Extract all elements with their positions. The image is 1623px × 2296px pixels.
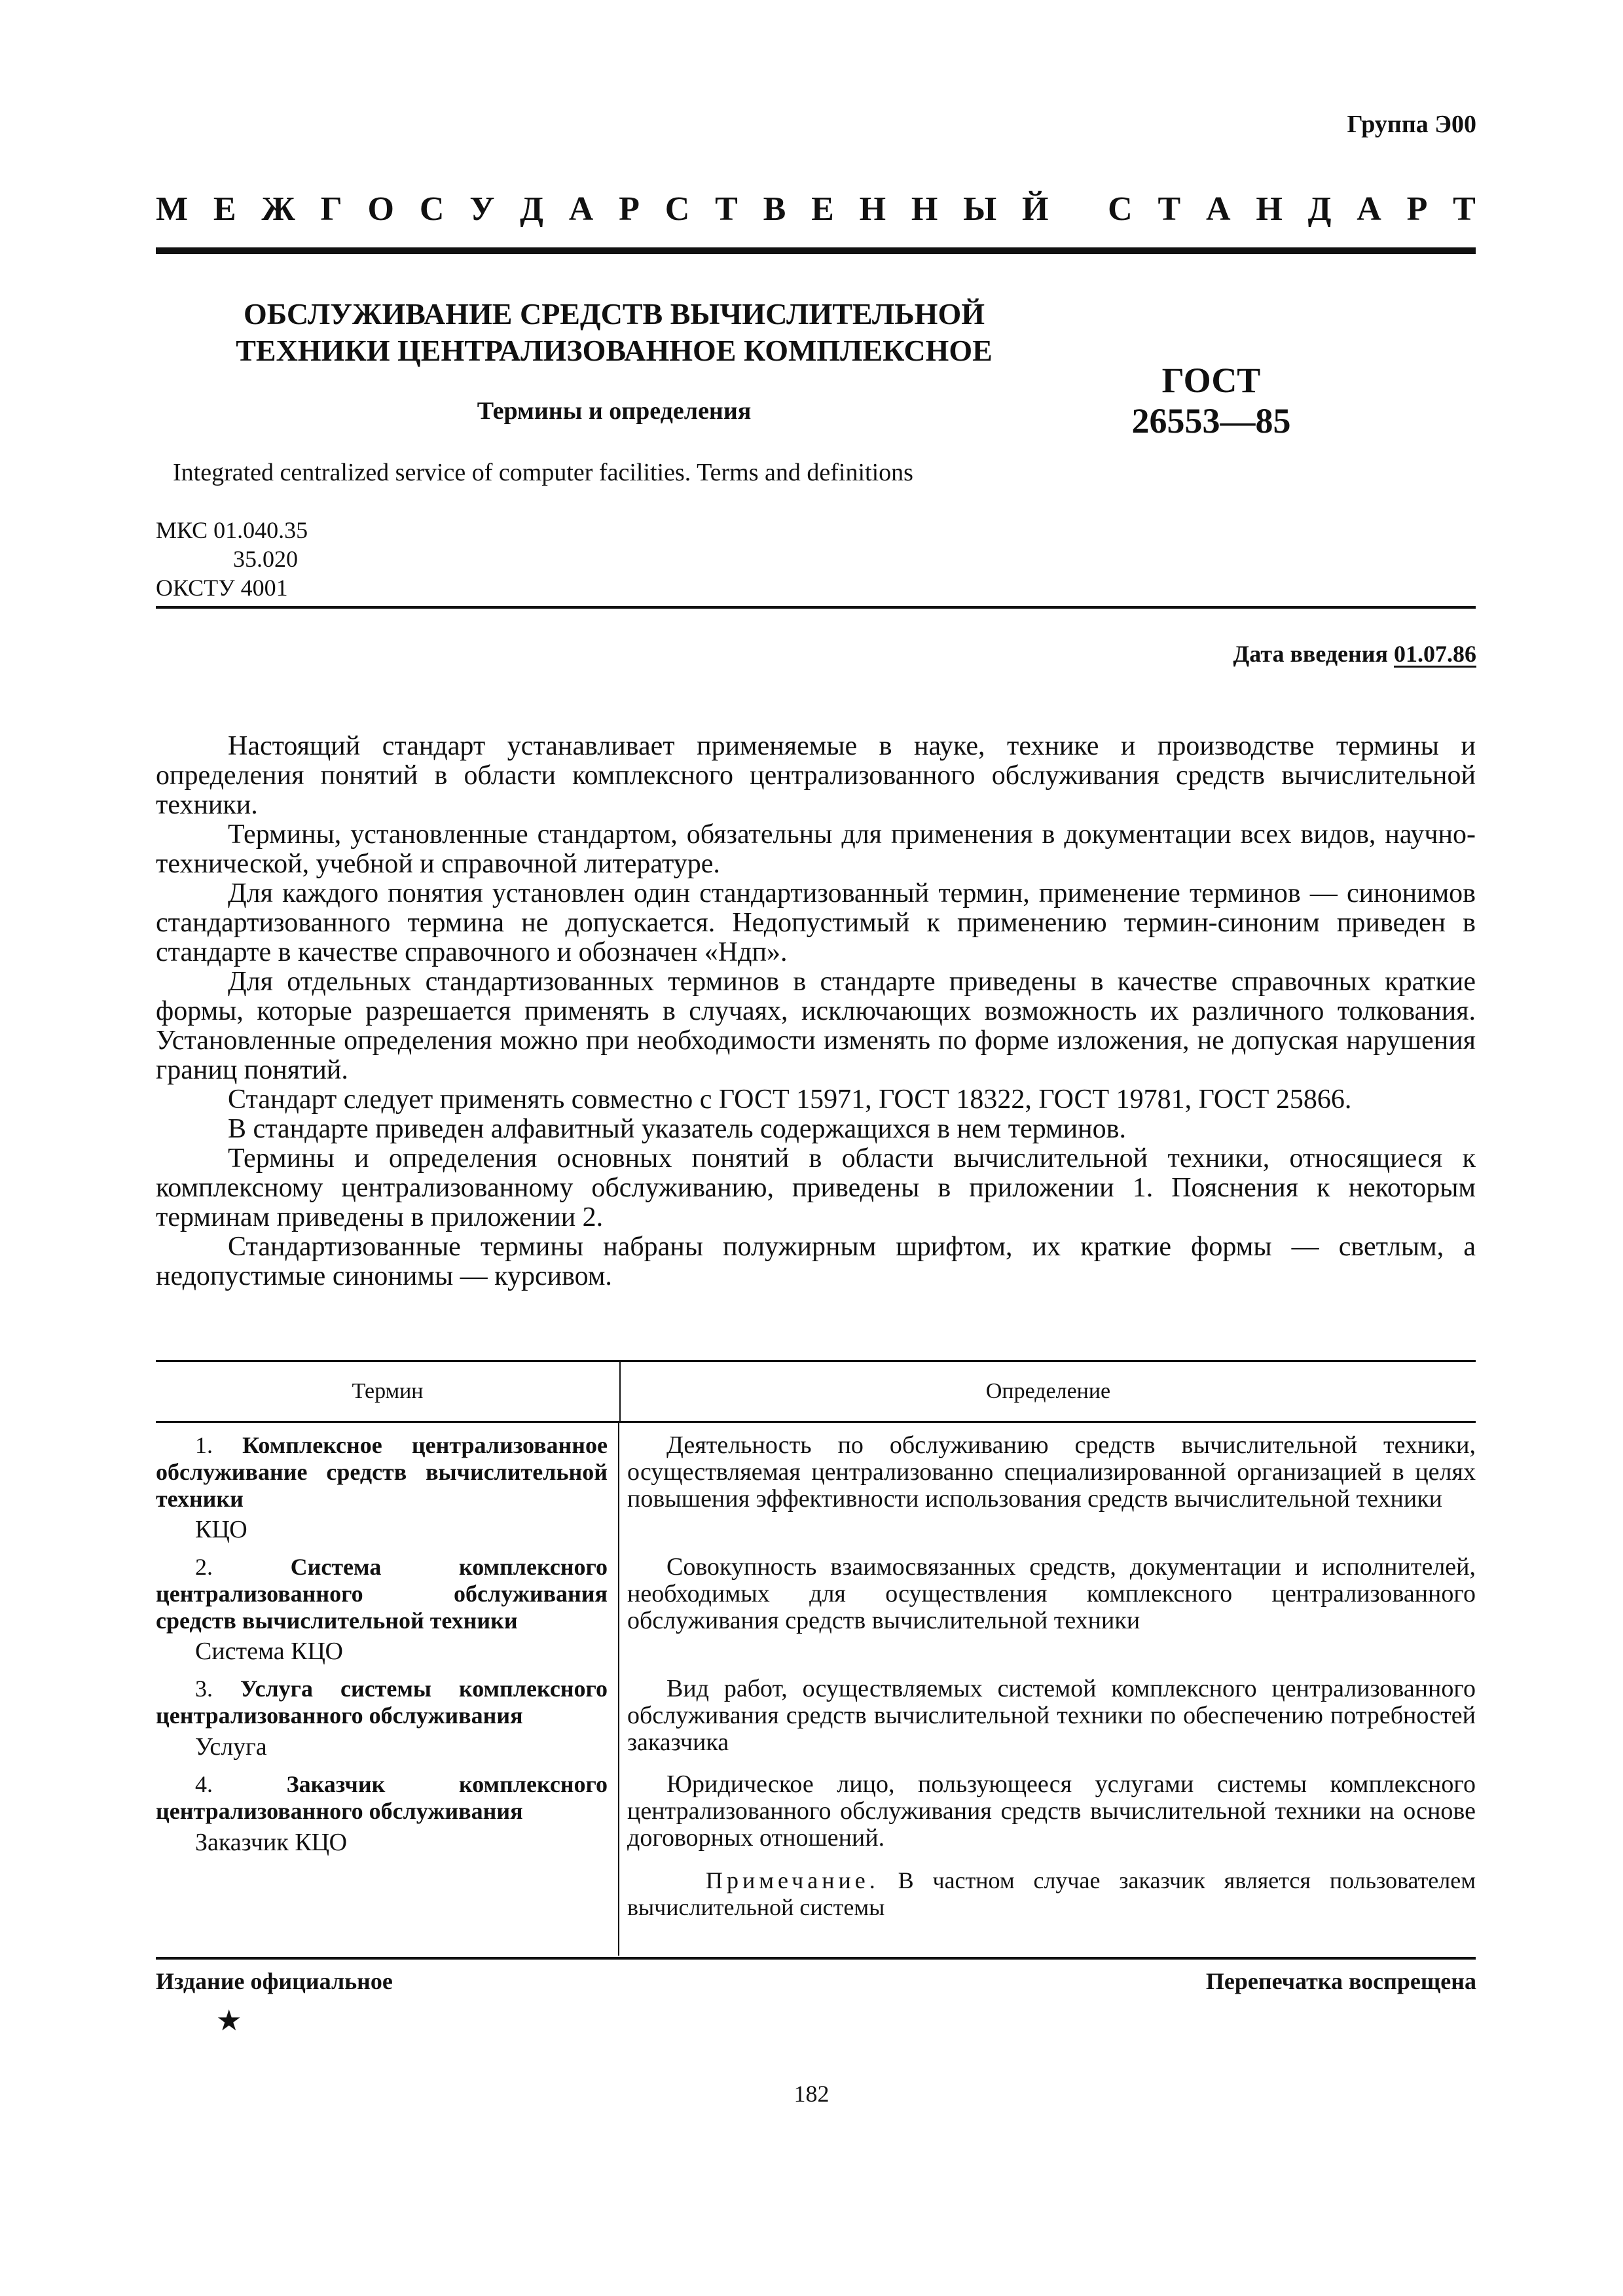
banner-letter: Т [1453,190,1476,228]
title-line-1: ОБСЛУЖИВАНИЕ СРЕДСТВ ВЫЧИСЛИТЕЛЬНОЙ [243,297,985,331]
banner-letter: М [156,190,189,228]
term-number: 4. [195,1771,213,1797]
banner-letter: Г [320,190,342,228]
reprint-prohibited-label: Перепечатка воспрещена [1205,1968,1476,1994]
term-number: 3. [195,1676,213,1702]
banner-letter: Т [715,190,738,228]
date-label: Дата введения [1233,641,1388,667]
term-name: Система комплексного централизованного обслуживания средств вычислительной техники [156,1554,608,1634]
header-thick-rule [156,247,1476,254]
page-number: 182 [793,2081,830,2107]
banner-letter: С [419,190,445,228]
term-entry [156,1771,608,1825]
term-short-form: КЦО [195,1516,247,1543]
banner-letter: Д [520,190,543,228]
title-line-2: ТЕХНИКИ ЦЕНТРАЛИЗОВАННОЕ КОМПЛЕКСНОЕ [236,334,993,367]
standard-banner [156,190,1476,228]
classification-codes [156,516,308,602]
banner-letter: В [763,190,786,228]
gost-label: ГОСТ [1161,361,1261,400]
definition-text: Деятельность по обслуживанию средств вычислительной техники, осуществляемая централизованно специализированной организацией в целях повышения эффективности использования средств вычислительной техники [627,1431,1476,1513]
star-icon: ★ [216,2005,242,2037]
intro-paragraph: Настоящий стандарт устанавливает применяемые в науке, технике и производстве термины и определения понятий в области комплексного централизованного обслуживания средств вычислительной техники. [156,731,1476,820]
intro-text [156,732,1476,1291]
term-name: Комплексное централизованное обслуживание средств вычислительной техники [156,1432,608,1512]
note-label: Примечание. [706,1867,879,1893]
banner-gap [1074,190,1082,228]
definition-entry [627,1771,1476,1852]
gost-designation [1113,360,1309,441]
intro-paragraph: Термины, установленные стандартом, обязательны для применения в документации всех видов, научно-технической, учебной и справочной литературе. [156,819,1476,879]
banner-letter: С [665,190,690,228]
date-value: 01.07.86 [1394,641,1476,667]
term-column-spacer [156,1857,608,1956]
official-edition-label: Издание официальное [156,1968,393,1994]
table-body [156,1423,1476,1956]
banner-letter: Р [1406,190,1428,228]
group-code: Группа Э00 [1347,111,1476,138]
intro-paragraph: Стандартизованные термины набраны полужирным шрифтом, их краткие формы — светлым, а недопустимые синонимы — курсивом. [156,1232,1476,1291]
footer-rule [156,1957,1476,1960]
banner-letter: Й [1022,190,1049,228]
term-name: Заказчик комплексного централизованного обслуживания [156,1771,608,1824]
definition-entry [627,1432,1476,1545]
term-entry [156,1676,608,1729]
mks-code: МКС 01.040.35 [156,517,308,543]
banner-letter: Ж [261,190,295,228]
banner-letter: Н [1256,190,1283,228]
definition-entry [627,1676,1476,1762]
table-header [156,1360,1476,1423]
mks-code-2: 35.020 [233,546,298,572]
definition-entry [627,1554,1476,1666]
banner-letter: Е [811,190,834,228]
intro-paragraph: Стандарт следует применять совместно с ГОСТ 15971, ГОСТ 18322, ГОСТ 19781, ГОСТ 25866. [228,1085,1352,1115]
okstu-code: ОКСТУ 4001 [156,575,288,601]
banner-letter: А [1357,190,1381,228]
term-entry [156,1432,608,1512]
column-header-definition: Определение [985,1379,1111,1403]
banner-letter: Р [619,190,640,228]
banner-letter: Н [859,190,886,228]
definition-text: Совокупность взаимосвязанных средств, документации и исполнителей, необходимых для осуществления комплексного централизованного обслуживания средств вычислительной техники [627,1553,1476,1634]
document-subtitle: Термины и определения [477,397,752,425]
banner-letter: Н [911,190,938,228]
banner-letter: Ы [963,190,997,228]
definition-note [627,1867,1476,1921]
document-title [156,296,1072,369]
term-number: 2. [195,1554,213,1580]
effective-date [1233,640,1477,668]
term-column [156,1423,619,1956]
banner-letter: С [1108,190,1133,228]
term-short-form: Услуга [195,1733,267,1761]
banner-letter: У [469,190,495,228]
column-header-term: Термин [156,1362,621,1421]
terms-table [156,1360,1476,1956]
definition-text: Юридическое лицо, пользующееся услугами системы комплексного централизованного обслуживания средств вычислительной техники на основе договорных отношений. [627,1770,1476,1852]
note-text: В частном случае заказчик является пользователем вычислительной системы [627,1867,1476,1920]
definition-text: Вид работ, осуществляемых системой комплексного централизованного обслуживания средств вычислительной техники по обеспечению потребностей заказчика [627,1675,1476,1756]
intro-paragraph: Термины и определения основных понятий в области вычислительной техники, относящиеся к комплексному централизованному обслуживанию, приведены в приложении 1. Пояснения к некоторым терминам приведены в приложении 2. [156,1143,1476,1232]
term-number: 1. [195,1432,213,1458]
term-short-form: Заказчик КЦО [195,1829,348,1856]
definition-column [619,1423,1476,1956]
term-name: Услуга системы комплексного централизованного обслуживания [156,1676,608,1729]
banner-letter: Е [213,190,236,228]
banner-letter: Д [1307,190,1332,228]
intro-paragraph: В стандарте приведен алфавитный указатель содержащихся в нем терминов. [228,1114,1126,1144]
term-entry [156,1554,608,1634]
banner-letter: О [367,190,394,228]
banner-letter: А [1205,190,1231,228]
banner-letter: А [568,190,594,228]
english-title: Integrated centralized service of computer facilities. Terms and definitions [173,459,913,486]
intro-paragraph: Для каждого понятия установлен один стандартизованный термин, применение терминов — синонимов стандартизованного термина не допускается. Недопустимый к применению термин-синоним приведен в стандарте в качестве справочного и обозначен «Ндп». [156,878,1476,967]
header-thin-rule [156,606,1476,609]
intro-paragraph: Для отдельных стандартизованных терминов в стандарте приведены в качестве справочных краткие формы, которые разрешается применять в случаях, исключающих возможность их различного толкования. Установленные определения можно при необходимости изменять по форме изложения, не допуская нарушения границ понятий. [156,967,1476,1085]
banner-letter: Т [1158,190,1181,228]
term-short-form: Система КЦО [195,1638,343,1665]
gost-number: 26553—85 [1131,401,1291,440]
